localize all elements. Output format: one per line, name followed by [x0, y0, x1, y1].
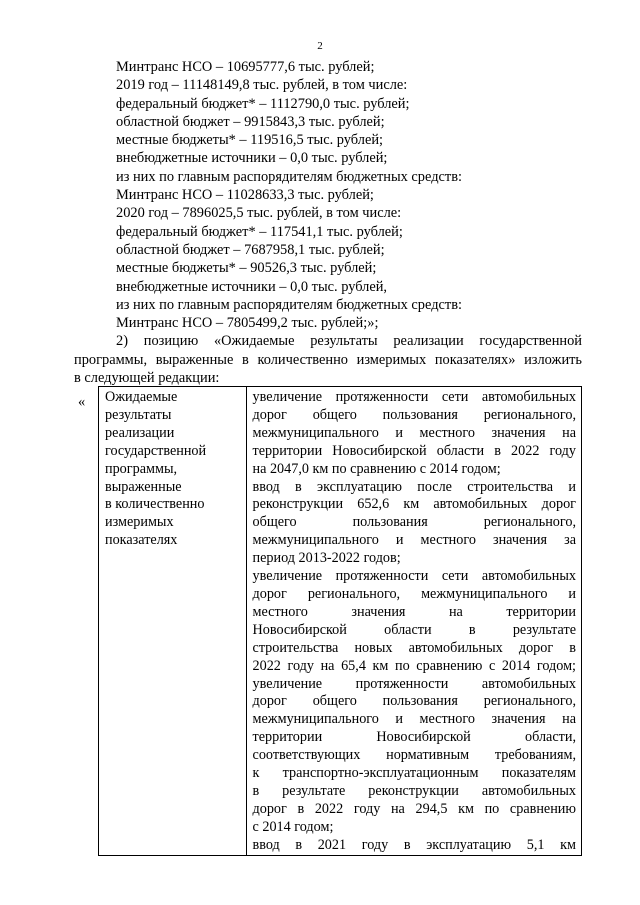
- value-line: 2022 году на 65,4 км по сравнению с 2014 годом;: [252, 657, 576, 674]
- label-line: в количественно: [105, 496, 205, 513]
- value-line: период 2013-2022 годов;: [252, 550, 401, 567]
- indicator-label-cell: [99, 387, 247, 856]
- indicators-table: [98, 386, 582, 856]
- value-line: межмуниципального и местного значения за: [252, 532, 576, 549]
- label-line: измеримых: [105, 514, 174, 531]
- value-line: общего пользования регионального,: [252, 514, 576, 531]
- opening-quote: «: [78, 394, 86, 410]
- label-line: программы,: [105, 460, 178, 477]
- value-line: на 2047,0 км по сравнению с 2014 годом;: [252, 460, 501, 477]
- value-line: с 2014 годом;: [252, 818, 334, 835]
- value-line: межмуниципального и местного значения на: [252, 424, 576, 441]
- body-line: Минтранс НСО – 11028633,3 тыс. рублей;: [116, 187, 374, 204]
- value-line: дорог общего пользования регионального,: [252, 406, 576, 423]
- table-row: [99, 387, 582, 856]
- value-line: соответствующих нормативным требованиям,: [252, 747, 576, 764]
- item2-line: программы, выраженные в количественно измеримых показателях» изложить: [74, 351, 582, 368]
- value-line: реконструкции 652,6 км автомобильных дорог: [252, 496, 576, 513]
- body-line: 2020 год – 7896025,5 тыс. рублей, в том числе:: [116, 205, 402, 222]
- body-line: Минтранс НСО – 10695777,6 тыс. рублей;: [116, 59, 375, 75]
- body-line: федеральный бюджет* – 117541,1 тыс. рублей;: [116, 223, 403, 240]
- item2-line: 2) позицию «Ожидаемые результаты реализации государственной: [116, 333, 582, 350]
- value-line: дорог общего пользования регионального,: [252, 693, 576, 710]
- value-line: в результате реконструкции автомобильных: [252, 782, 576, 799]
- body-line: из них по главным распорядителям бюджетных средств:: [116, 296, 462, 313]
- label-line: Ожидаемые: [105, 389, 178, 405]
- item2-line: в следующей редакции:: [74, 370, 220, 387]
- value-line: строительства новых автомобильных дорог в: [252, 639, 576, 656]
- body-line: местные бюджеты* – 90526,3 тыс. рублей;: [116, 260, 377, 277]
- value-line: местного значения на территории: [252, 603, 576, 620]
- label-line: результаты: [105, 406, 172, 423]
- page-number: 2: [317, 40, 323, 52]
- value-line: к транспортно-эксплуатационным показателям: [252, 765, 576, 782]
- value-line: увеличение протяженности автомобильных: [252, 675, 576, 692]
- value-line: увеличение протяженности сети автомобильных: [252, 568, 576, 585]
- value-line: ввод в 2021 году в эксплуатацию 5,1 км: [252, 836, 576, 853]
- label-line: выраженные: [105, 478, 182, 495]
- body-line: внебюджетные источники – 0,0 тыс. рублей,: [116, 278, 388, 295]
- value-line: межмуниципального и местного значения на: [252, 711, 576, 728]
- value-line: территории Новосибирской области в 2022 году: [252, 442, 576, 459]
- value-line: дорог регионального, межмуниципального и: [252, 585, 576, 602]
- label-line: показателях: [105, 532, 178, 549]
- value-line: территории Новосибирской области,: [252, 729, 576, 746]
- indicator-values-cell: [246, 387, 581, 856]
- body-line: областной бюджет – 7687958,1 тыс. рублей;: [116, 241, 385, 258]
- document-body: [74, 58, 582, 387]
- body-line: областной бюджет – 9915843,3 тыс. рублей;: [116, 113, 385, 130]
- body-line: из них по главным распорядителям бюджетных средств:: [116, 168, 462, 185]
- value-line: увеличение протяженности сети автомобильных: [252, 389, 576, 405]
- body-line: федеральный бюджет* – 1112790,0 тыс. рублей;: [116, 95, 410, 112]
- value-line: Новосибирской области в результате: [252, 621, 576, 638]
- body-line: 2019 год – 11148149,8 тыс. рублей, в том числе:: [116, 77, 408, 94]
- body-line: внебюджетные источники – 0,0 тыс. рублей;: [116, 150, 388, 167]
- value-line: дорог в 2022 году на 294,5 км по сравнению: [252, 800, 576, 817]
- label-line: государственной: [105, 442, 207, 459]
- value-line: ввод в эксплуатацию после строительства и: [252, 478, 576, 495]
- body-line: Минтранс НСО – 7805499,2 тыс. рублей;»;: [116, 315, 379, 332]
- label-line: реализации: [105, 424, 175, 441]
- body-line: местные бюджеты* – 119516,5 тыс. рублей;: [116, 132, 384, 149]
